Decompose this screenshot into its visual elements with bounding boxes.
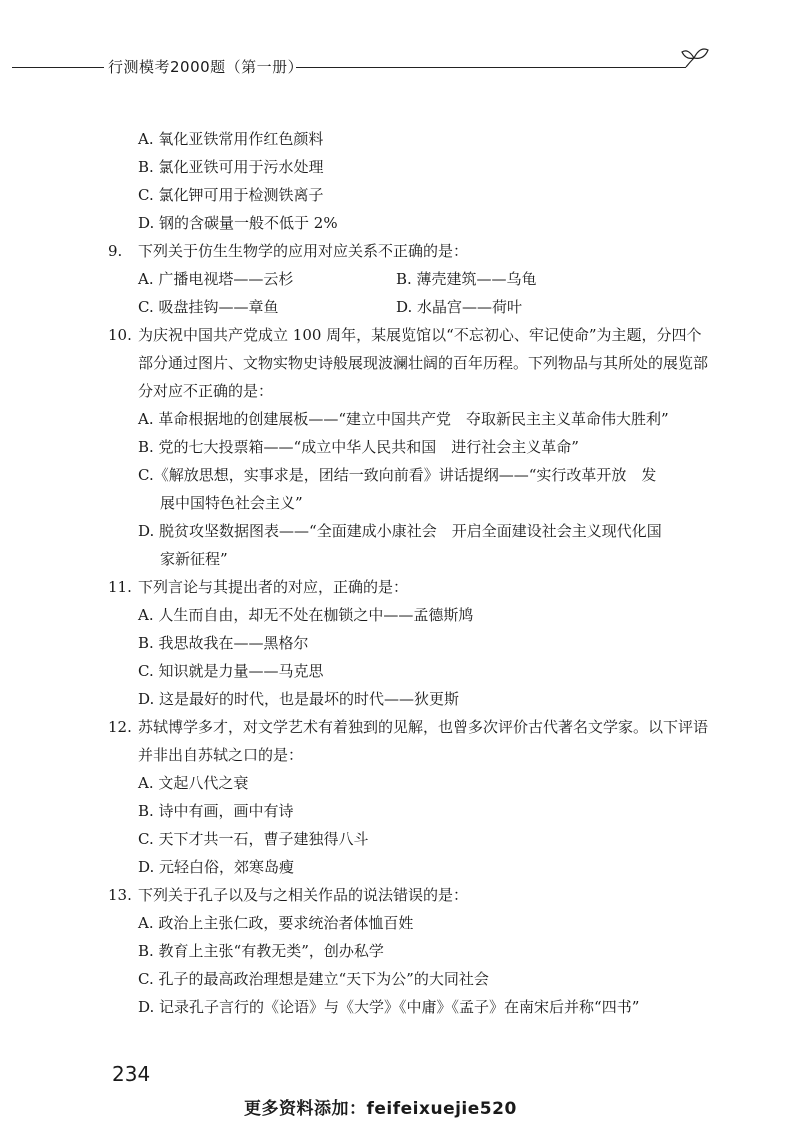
header-title: 行测模考2000题（第一册） [108, 58, 304, 76]
question-content [108, 125, 708, 1021]
question-stem: 下列言论与其提出者的对应，正确的是： [138, 578, 409, 596]
question-11 [108, 573, 708, 713]
header-rule-right [296, 67, 686, 68]
option-c-continued: 展中国特色社会主义” [160, 494, 303, 512]
option-d: D. 钢的含碳量一般不低于 2% [138, 214, 338, 232]
option-a: A. 人生而自由，却无不处在枷锁之中——孟德斯鸠 [138, 606, 474, 624]
option-a: A. 文起八代之衰 [138, 774, 249, 792]
option-c: C. 孔子的最高政治理想是建立“天下为公”的大同社会 [138, 970, 489, 988]
option-c: C. 知识就是力量——马克思 [138, 662, 324, 680]
question-10 [108, 321, 708, 573]
option-c: C. 天下才共一石，曹子建独得八斗 [138, 830, 369, 848]
option-b: B. 我思故我在——黑格尔 [138, 634, 309, 652]
question-number: 12. [108, 718, 132, 736]
option-b: B. 诗中有画，画中有诗 [138, 802, 294, 820]
question-number: 9. [108, 242, 123, 260]
option-d: D. 水晶宫——荷叶 [396, 298, 523, 316]
option-d-continued: 家新征程” [160, 550, 228, 568]
question-12 [108, 713, 708, 881]
question-stem: 为庆祝中国共产党成立 100 周年，某展览馆以“不忘初心、牢记使命”为主题，分四个部分通过图片、文物实物史诗般展现波澜壮阔的百年历程。下列物品与其所处的展览部分对应不正确的是： [138, 326, 709, 400]
option-d: D. 记录孔子言行的《论语》与《大学》《中庸》《孟子》在南宋后并称“四书” [138, 998, 640, 1016]
option-d: D. 元轻白俗，郊寒岛瘦 [138, 858, 295, 876]
footer-note: 更多资料添加：feifeixuejie520 [244, 1099, 517, 1119]
question-number: 11. [108, 578, 132, 596]
option-c: C. 吸盘挂钩——章鱼 [138, 298, 279, 316]
question-number: 13. [108, 886, 132, 904]
header-rule-left [12, 67, 104, 68]
option-d: D. 脱贫攻坚数据图表——“全面建成小康社会 开启全面建设社会主义现代化国 [138, 522, 662, 540]
page-header [0, 50, 800, 80]
option-b: B. 党的七大投票箱——“成立中华人民共和国 进行社会主义革命” [138, 438, 579, 456]
option-a: A. 广播电视塔——云杉 [138, 270, 294, 288]
option-b: B. 氯化亚铁可用于污水处理 [138, 158, 324, 176]
question-stem: 苏轼博学多才，对文学艺术有着独到的见解，也曾多次评价古代著名文学家。以下评语并非出自苏轼之口的是： [138, 718, 709, 764]
sprout-icon [680, 40, 710, 70]
option-b: B. 薄壳建筑——乌龟 [396, 270, 537, 288]
option-a: A. 政治上主张仁政，要求统治者体恤百姓 [138, 914, 414, 932]
question-stem: 下列关于仿生生物学的应用对应关系不正确的是： [138, 242, 469, 260]
page-number: 234 [112, 1062, 151, 1086]
option-c: C. 氯化钾可用于检测铁离子 [138, 186, 324, 204]
option-b: B. 教育上主张“有教无类”，创办私学 [138, 942, 384, 960]
question-stem: 下列关于孔子以及与之相关作品的说法错误的是： [138, 886, 469, 904]
question-8-options [108, 125, 708, 237]
option-d: D. 这是最好的时代，也是最坏的时代——狄更斯 [138, 690, 460, 708]
question-number: 10. [108, 326, 132, 344]
question-13 [108, 881, 708, 1021]
option-a: A. 氧化亚铁常用作红色颜料 [138, 130, 324, 148]
option-c: C.《解放思想，实事求是，团结一致向前看》讲话提纲——“实行改革开放 发 [138, 466, 657, 484]
option-a: A. 革命根据地的创建展板——“建立中国共产党 夺取新民主主义革命伟大胜利” [138, 410, 669, 428]
question-9 [108, 237, 708, 321]
